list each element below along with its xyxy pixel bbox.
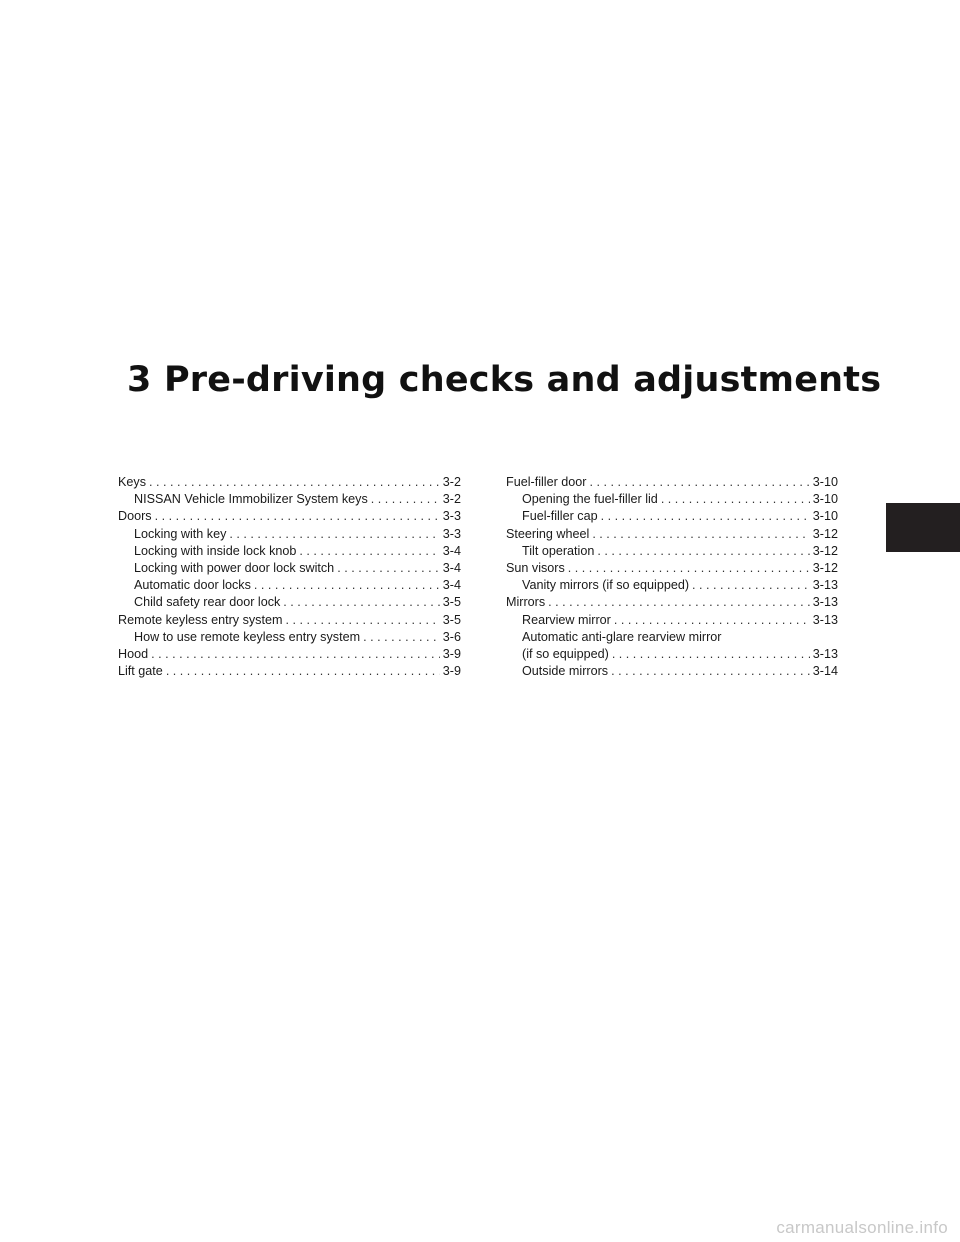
toc-entry[interactable] <box>118 629 461 646</box>
toc-entry-page: 3-5 <box>442 612 461 627</box>
toc-entry-label: How to use remote keyless entry system <box>134 629 361 644</box>
toc-entry[interactable] <box>506 474 838 491</box>
toc-entry-label: Tilt operation <box>522 543 595 558</box>
toc-leader-dots <box>661 491 810 508</box>
toc-entry[interactable] <box>506 543 838 560</box>
toc-entry-page: 3-13 <box>812 595 838 610</box>
toc-entry[interactable] <box>118 612 461 629</box>
toc-entry-label: Rearview mirror <box>522 612 611 627</box>
toc-entry-label: Mirrors <box>506 595 546 610</box>
toc-leader-dots <box>611 663 810 680</box>
toc-entry[interactable] <box>118 560 461 577</box>
toc-entry-label: Hood <box>118 646 149 661</box>
toc-entry-page: 3-13 <box>812 646 838 661</box>
toc-leader-dots <box>363 629 440 646</box>
toc-entry-label: Lift gate <box>118 664 163 679</box>
toc-entry[interactable] <box>506 646 838 663</box>
toc-entry[interactable] <box>506 629 838 646</box>
toc-entry[interactable] <box>118 594 461 611</box>
toc-leader-dots <box>155 508 440 525</box>
toc-entry[interactable] <box>118 646 461 663</box>
toc-entry[interactable] <box>506 577 838 594</box>
toc-entry-label: Vanity mirrors (if so equipped) <box>522 578 690 593</box>
toc-entry-page: 3-3 <box>442 526 461 541</box>
toc-entry-page: 3-4 <box>442 560 461 575</box>
toc-entry-label: Locking with key <box>134 526 227 541</box>
toc-entry-label: Steering wheel <box>506 526 590 541</box>
toc-leader-dots <box>166 663 440 680</box>
toc-entry-label: Opening the fuel-filler lid <box>522 492 658 507</box>
toc-right-column <box>506 474 838 680</box>
toc-entry-label: Fuel-filler cap <box>522 509 598 524</box>
toc-leader-dots <box>601 508 810 525</box>
toc-entry[interactable] <box>506 491 838 508</box>
toc-entry[interactable] <box>506 612 838 629</box>
toc-entry[interactable] <box>118 526 461 543</box>
watermark-text: carmanualsonline.info <box>776 1218 948 1237</box>
toc-entry-label: Remote keyless entry system <box>118 612 283 627</box>
toc-entry[interactable] <box>118 543 461 560</box>
toc-entry-page: 3-4 <box>442 578 461 593</box>
toc-entry[interactable] <box>118 663 461 680</box>
toc-entry[interactable] <box>118 491 461 508</box>
chapter-tab-marker <box>886 503 960 552</box>
toc-leader-dots <box>590 474 810 491</box>
toc-entry-label: Locking with inside lock knob <box>134 543 297 558</box>
toc-entry-label: Outside mirrors <box>522 664 609 679</box>
toc-entry-label: Automatic anti-glare rearview mirror <box>522 629 722 644</box>
toc-entry-label: Child safety rear door lock <box>134 595 281 610</box>
toc-entry-label: Fuel-filler door <box>506 475 587 489</box>
chapter-title: 3 Pre-driving checks and adjustments <box>127 360 882 400</box>
toc-leader-dots <box>149 474 440 491</box>
toc-leader-dots <box>612 646 810 663</box>
toc-entry-page: 3-14 <box>812 664 838 679</box>
toc-entry[interactable] <box>506 526 838 543</box>
toc-entry-label: Locking with power door lock switch <box>134 560 335 575</box>
toc-entry-label: Doors <box>118 509 152 524</box>
toc-leader-dots <box>597 543 809 560</box>
toc-entry[interactable] <box>118 474 461 491</box>
toc-entry-page: 3-12 <box>812 543 838 558</box>
toc-entry[interactable] <box>118 508 461 525</box>
toc-leader-dots <box>285 612 439 629</box>
toc-leader-dots <box>229 526 439 543</box>
toc-entry-label: Automatic door locks <box>134 578 251 593</box>
toc-left-column <box>118 474 461 680</box>
toc-entry-page: 3-3 <box>442 509 461 524</box>
toc-entry[interactable] <box>506 560 838 577</box>
toc-entry[interactable] <box>506 663 838 680</box>
toc-leader-dots <box>151 646 440 663</box>
toc-leader-dots <box>254 577 440 594</box>
toc-entry-page: 3-10 <box>812 492 838 507</box>
toc-entry-page: 3-13 <box>812 578 838 593</box>
toc-entry-page: 3-9 <box>442 646 461 661</box>
toc-entry-page: 3-13 <box>812 612 838 627</box>
toc-entry[interactable] <box>118 577 461 594</box>
toc-leader-dots <box>592 526 809 543</box>
toc-entry-label: Keys <box>118 475 146 489</box>
toc-leader-dots <box>548 594 810 611</box>
toc-entry[interactable] <box>506 594 838 611</box>
toc-entry-page: 3-6 <box>442 629 461 644</box>
toc-entry-page: 3-2 <box>442 475 461 489</box>
toc-leader-dots <box>568 560 810 577</box>
toc-entry-page: 3-5 <box>442 595 461 610</box>
toc-leader-dots <box>299 543 439 560</box>
toc-leader-dots <box>692 577 810 594</box>
toc-entry[interactable] <box>506 508 838 525</box>
toc-leader-dots <box>283 594 440 611</box>
toc-entry-page: 3-12 <box>812 526 838 541</box>
toc-entry-page: 3-4 <box>442 543 461 558</box>
toc-entry-label: (if so equipped) <box>522 646 609 661</box>
toc-entry-label: NISSAN Vehicle Immobilizer System keys <box>134 492 368 507</box>
toc-leader-dots <box>337 560 440 577</box>
toc-entry-page: 3-9 <box>442 664 461 679</box>
toc-leader-dots <box>371 491 440 508</box>
toc-entry-page: 3-10 <box>812 475 838 489</box>
toc-leader-dots <box>614 612 810 629</box>
toc-entry-page: 3-10 <box>812 509 838 524</box>
toc-entry-page: 3-2 <box>442 492 461 507</box>
toc-entry-page: 3-12 <box>812 560 838 575</box>
toc-entry-label: Sun visors <box>506 560 565 575</box>
